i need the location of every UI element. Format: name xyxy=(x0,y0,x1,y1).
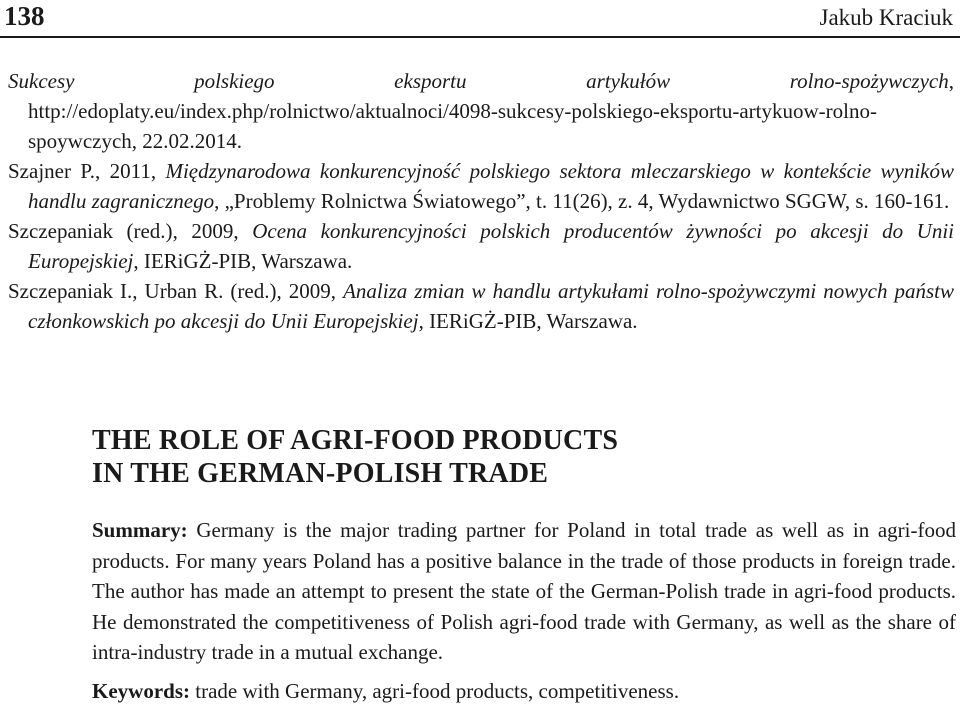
reference-list xyxy=(8,66,954,336)
reference-author: Szajner P. xyxy=(8,159,95,183)
keywords-paragraph xyxy=(92,676,956,706)
reference-details: , IERiGŻ-PIB, Warszawa. xyxy=(133,249,353,273)
running-header-author: Jakub Kraciuk xyxy=(819,5,953,30)
reference-title: Analiza zmian w handlu artykułami rolno-spożywczymi nowych państw członkowskich po akcesji do Unii Europejskiej xyxy=(28,279,955,333)
summary-paragraph xyxy=(92,515,956,668)
reference-author: Szczepaniak I., Urban R. (red.) xyxy=(8,279,277,303)
reference-details: , http://edoplaty.eu/index.php/rolnictwo/aktualnoci/4098-sukcesy-polskiego-eksportu-artykuow-rolno-spoywczych, 22.02.2014. xyxy=(28,69,954,153)
summary-label: Summary: xyxy=(92,518,188,542)
reference-title: Sukcesy polskiego eksportu artykułów rolno-spożywczych xyxy=(8,69,949,93)
reference-item xyxy=(8,276,954,336)
reference-title: Międzynarodowa konkurencyjność polskiego sektora mleczarskiego w kontekście wyników handlu zagranicznego xyxy=(28,159,954,213)
english-title-line: IN THE GERMAN-POLISH TRADE xyxy=(92,458,549,489)
reference-title: Ocena konkurencyjności polskich producentów żywności po akcesji do Unii Europejskiej xyxy=(28,219,955,273)
keywords-label: Keywords: xyxy=(92,679,190,703)
reference-author: Szczepaniak (red.) xyxy=(8,219,173,243)
reference-item xyxy=(8,66,954,156)
reference-year: , 2011, xyxy=(94,159,166,183)
english-title-line: THE ROLE OF AGRI-FOOD PRODUCTS xyxy=(92,425,619,456)
summary-text: Germany is the major trading partner for Poland in total trade as well as in agri-food products. For many years Poland has a positive balance in the trade of those products in foreign trade. The author has made an attempt to present the state of the German-Polish trade in agri-food products. He demonstrated the competitiveness of Polish agri-food trade with Germany, as well as the share of intra-industry trade in a mutual exchange. xyxy=(92,518,956,664)
page-header xyxy=(0,0,960,40)
header-rule xyxy=(0,36,960,38)
reference-item xyxy=(8,156,954,216)
reference-details: , „Problemy Rolnictwa Światowego”, t. 11(26), z. 4, Wydawnictwo SGGW, s. 160-161. xyxy=(214,189,950,213)
reference-item xyxy=(8,216,954,276)
reference-year: , 2009, xyxy=(172,219,253,243)
english-title xyxy=(92,424,952,490)
reference-details: , IERiGŻ-PIB, Warszawa. xyxy=(418,309,638,333)
keywords-text: trade with Germany, agri-food products, competitiveness. xyxy=(190,679,680,703)
reference-year: , 2009, xyxy=(276,279,344,303)
page-number: 138 xyxy=(4,1,45,31)
